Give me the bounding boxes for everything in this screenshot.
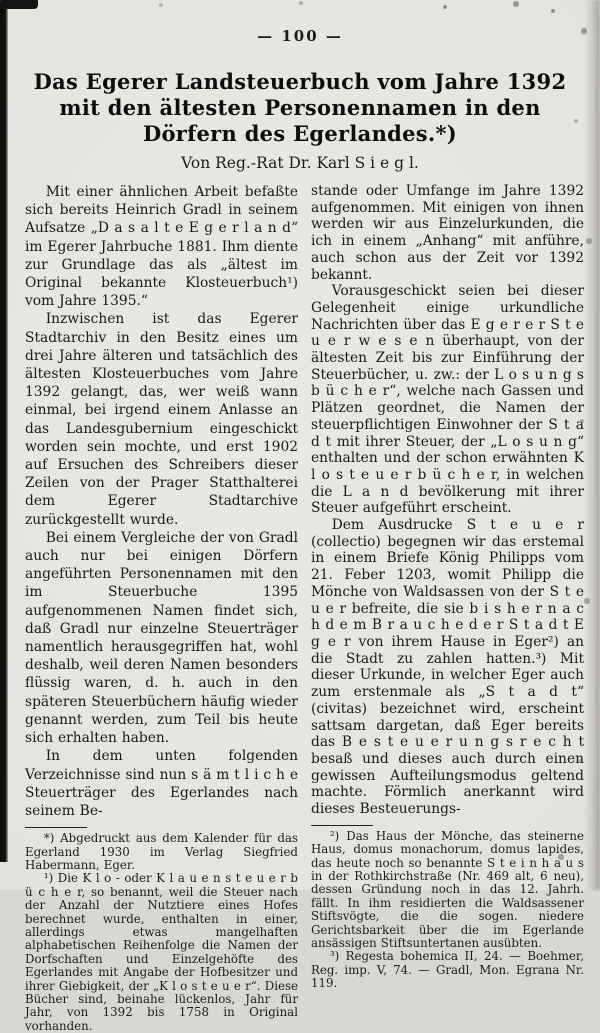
paragraph: stande oder Umfange im Jahre 1392 aufgenommen. Mit einigen von ihnen werden wir aus Einzelurkunden, die ich in einem „Anhang“ mit anführe, auch schon aus der Zeit vor 1392 bekannt.: [311, 183, 584, 283]
scan-smudge-top-left: [0, 0, 38, 9]
right-column: [311, 183, 584, 1033]
paragraph: Dem Ausdrucke S t e u e r (collectio) begegnen wir das erstemal in einem Briefe König Philipps vom 21. Feber 1203, womit Philipp die Mönche von Waldsassen von der S t e u e r befreite, die sie b i s h e r n a c h d e m B r a u c h e d e r S t a d t E g e r von ihrem Hause in Eger²) an die Stadt zu zahlen hatten.³) Mit dieser Urkunde, in welcher Eger auch zum erstenmale als „S t a d t“ (civitas) bezeichnet wird, erscheint sattsam dargetan, daß Eger bereits das B e s t e u e r u n g s r e c h t besaß und dieses auch durch einen gewissen Aufteilungsmodus geltend machte. Förmlich anerkannt wird dieses Besteuerungs-: [311, 517, 584, 818]
paragraph: Vorausgeschickt seien bei dieser Gelegenheit einige urkundliche Nachrichten über das E g e r e r S t e u e r w e s e n überhaupt, von der ältesten Zeit bis zur Einführung der Steuerbücher, u. zw.: der L o s u n g s b ü c h e r“, welche nach Gassen und Plätzen geordnet, die Namen der steuerpflichtigen Einwohner der S t a d t mit ihrer Steuer, der „L o s u n g“ enthalten und der schon erwähnten K l o s t e u e r b ü c h e r, in welchen die L a n d bevölkerung mit ihrer Steuer aufgeführt erscheint.: [311, 283, 584, 517]
article-byline: Von Reg.-Rat Dr. Karl S i e g l.: [181, 154, 419, 172]
footnote: *) Abgedruckt aus dem Kalender für das Egerland 1930 im Verlag Siegfried Habermann, Eger.: [25, 831, 298, 872]
scan-edge-artifact-left: [0, 0, 8, 862]
scan-noise-specks: [0, 0, 2, 2]
paragraph: In dem unten folgenden Verzeichnisse sind nun s ä m t l i c h e Steuerträger des Egerlandes nach seinem Be-: [25, 748, 298, 819]
paragraph: Bei einem Vergleiche der von Gradl auch nur bei einigen Dörfern angeführten Personennamen mit den im Steuerbuche 1395 aufgenommenen Namen findet sich, daß Gradl nur einzelne Steuerträger namentlich herausgegriffen hat, wohl deshalb, weil deren Namen besonders flüssig waren, d. h. auch in den späteren Steuerbüchern häufig wieder genannt werden, zum Teil bis heute sich erhalten haben.: [25, 529, 298, 747]
page-number: — 100 —: [257, 27, 343, 45]
footnote-separator: [25, 827, 87, 828]
footnote: ²) Das Haus der Mönche, das steinerne Haus, domus monachorum, domus lapides, das heute noch so benannte S t e i n h a u s in der Rothkirchstraße (Nr. 469 alt, 6 neu), dessen Gründung noch in das 12. Jahrh. fällt. In ihm residierten die Waldsassener Stiftsvögte, die die sogen. niedere Gerichtsbarkeit über die im Egerlande ansässigen Stiftsuntertanen ausübten.: [311, 828, 584, 950]
footnote-separator: [311, 825, 373, 826]
two-column-text: [0, 172, 600, 1033]
article-title: Das Egerer Landsteuerbuch vom Jahre 1392 mit den ältesten Personennamen in den Dörfern des Egerlandes.*): [33, 69, 567, 146]
footnote: ³) Regesta bohemica II, 24. — Boehmer, Reg. imp. V, 74. — Gradl, Mon. Egrana Nr. 119.: [311, 949, 584, 991]
left-column: [25, 183, 298, 1033]
scan-edge-artifact-right: [584, 0, 600, 890]
footnote: ¹) Die K l o - oder K l a u e n s t e u e r b ü c h e r, so benannt, weil die Steuer nach der Anzahl der Nutztiere eines Hofes berechnet wurde, enthalten in einer, allerdings etwas mangelhaften alphabetischen Reihenfolge die Namen der Dorfschaften und Einzelgehöfte des Egerlandes mit Angabe der Hofbesitzer und ihrer Giebigkeit, der „K l o s t e u e r“. Diese Bücher sind, beinahe lückenlos, Jahr für Jahr, von 1392 bis 1758 in Original vorhanden.: [25, 871, 298, 1033]
paragraph: Mit einer ähnlichen Arbeit befaßte sich bereits Heinrich Gradl in seinem Aufsatze „D a s a l t e E g e r l a n d“ im Egerer Jahrbuche 1881. Ihm diente zur Grundlage das als „ältest im Original bekannte Klosteuerbuch¹) vom Jahre 1395.“: [25, 184, 299, 310]
paragraph: Inzwischen ist das Egerer Stadtarchiv in den Besitz eines um drei Jahre älteren und tatsächlich des ältesten Klosteuerbuches vom Jahre 1392 gelangt, das, wer weiß wann einmal, bei irgend einem Anlasse an das Landesgubernium eingeschickt worden sein mochte, und erst 1902 auf Ersuchen des Schreibers dieser Zeilen von der Prager Statthalterei dem Egerer Stadtarchive zurückgestellt wurde.: [25, 311, 298, 528]
